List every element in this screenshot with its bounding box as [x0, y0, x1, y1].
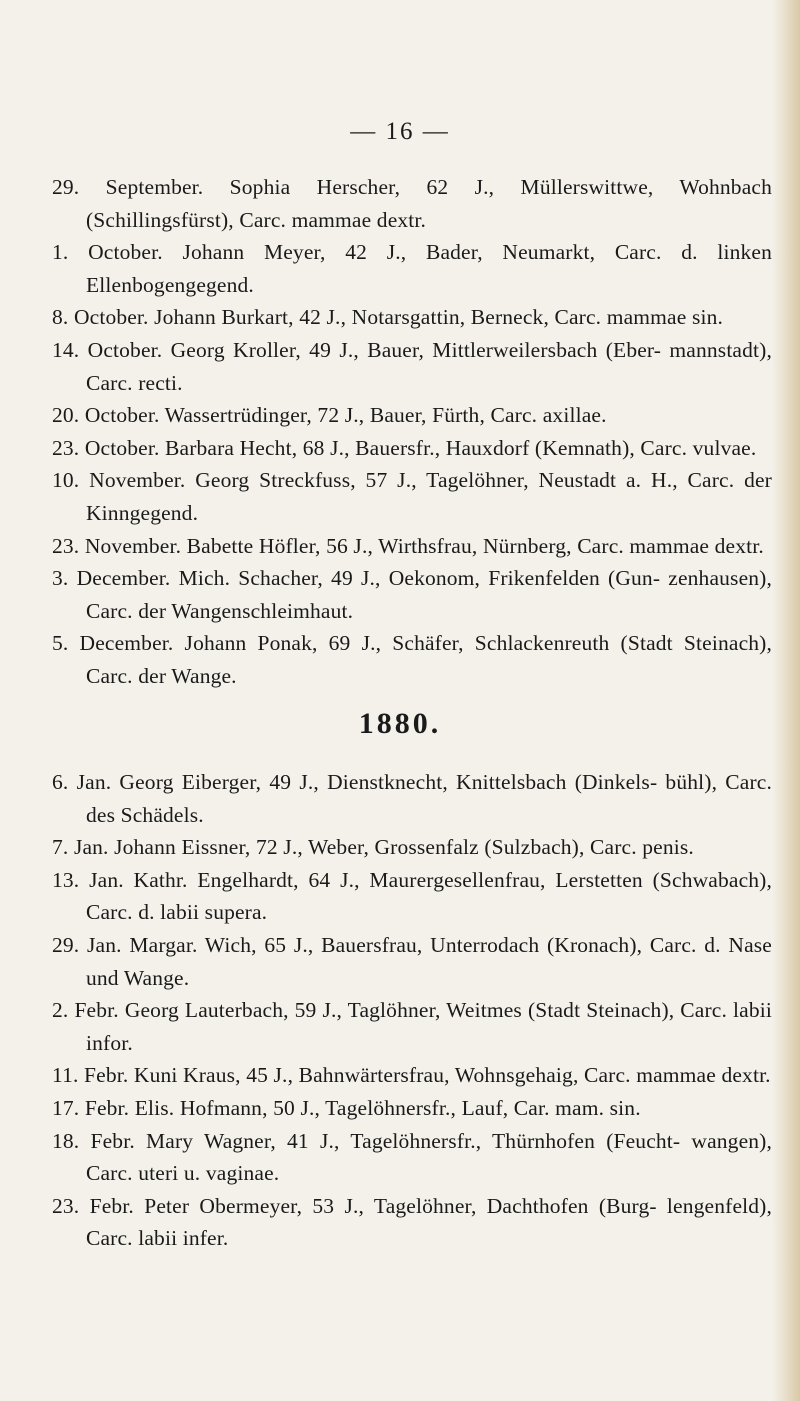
case-entry: 17. Febr. Elis. Hofmann, 50 J., Tagelöhnersfr., Lauf, Car. mam. sin.: [52, 1095, 641, 1120]
case-entry: 29. September. Sophia Herscher, 62 J., Müllerswittwe, Wohnbach (Schillingsfürst), Carc. mammae dextr.: [52, 175, 772, 232]
case-entry: 23. October. Barbara Hecht, 68 J., Bauersfr., Hauxdorf (Kemnath), Carc. vulvae.: [52, 435, 757, 460]
case-entry: 7. Jan. Johann Eissner, 72 J., Weber, Grossenfalz (Sulzbach), Carc. penis.: [52, 835, 694, 860]
case-entry: 11. Febr. Kuni Kraus, 45 J., Bahnwärtersfrau, Wohnsgehaig, Carc. mammae dextr.: [52, 1063, 771, 1088]
case-list-1879: [52, 171, 772, 693]
case-entry: 1. October. Johann Meyer, 42 J., Bader, Neumarkt, Carc. d. linken Ellenbogengegend.: [52, 240, 772, 297]
case-entry: 20. October. Wassertrüdinger, 72 J., Bauer, Fürth, Carc. axillae.: [52, 403, 607, 428]
case-list-1880: [52, 766, 772, 1255]
year-heading: 1880.: [358, 707, 442, 740]
case-entry: 23. November. Babette Höfler, 56 J., Wirthsfrau, Nürnberg, Carc. mammae dextr.: [52, 533, 764, 558]
case-entry: 23. Febr. Peter Obermeyer, 53 J., Tagelöhner, Dachthofen (Burg- lengenfeld), Carc. labii infer.: [52, 1193, 772, 1251]
case-entry: 5. December. Johann Ponak, 69 J., Schäfer, Schlackenreuth (Stadt Steinach), Carc. der Wange.: [52, 631, 772, 688]
page-number: — 16 —: [350, 118, 450, 145]
case-entry: 6. Jan. Georg Eiberger, 49 J., Dienstknecht, Knittelsbach (Dinkels- bühl), Carc. des Schädels.: [52, 770, 772, 827]
case-entry: 13. Jan. Kathr. Engelhardt, 64 J., Maurergesellenfrau, Lerstetten (Schwabach), Carc. d. labii supera.: [52, 867, 772, 925]
case-entry: 3. December. Mich. Schacher, 49 J., Oekonom, Frikenfelden (Gun- zenhausen), Carc. der Wangenschleimhaut.: [52, 566, 772, 623]
case-entry: 14. October. Georg Kroller, 49 J., Bauer, Mittlerweilersbach (Eber- mannstadt), Carc. recti.: [52, 337, 772, 395]
case-entry: 2. Febr. Georg Lauterbach, 59 J., Taglöhner, Weitmes (Stadt Steinach), Carc. labii infor.: [52, 998, 772, 1055]
case-entry: 10. November. Georg Streckfuss, 57 J., Tagelöhner, Neustadt a. H., Carc. der Kinngegend.: [52, 468, 772, 525]
case-entry: 8. October. Johann Burkart, 42 J., Notarsgattin, Berneck, Carc. mammae sin.: [52, 305, 724, 330]
case-entry: 18. Febr. Mary Wagner, 41 J., Tagelöhnersfr., Thürnhofen (Feucht- wangen), Carc. uteri u. vaginae.: [52, 1128, 772, 1186]
page-edge-shadow: [772, 0, 800, 1401]
case-entry: 29. Jan. Margar. Wich, 65 J., Bauersfrau, Unterrodach (Kronach), Carc. d. Nase und Wange.: [52, 932, 772, 990]
